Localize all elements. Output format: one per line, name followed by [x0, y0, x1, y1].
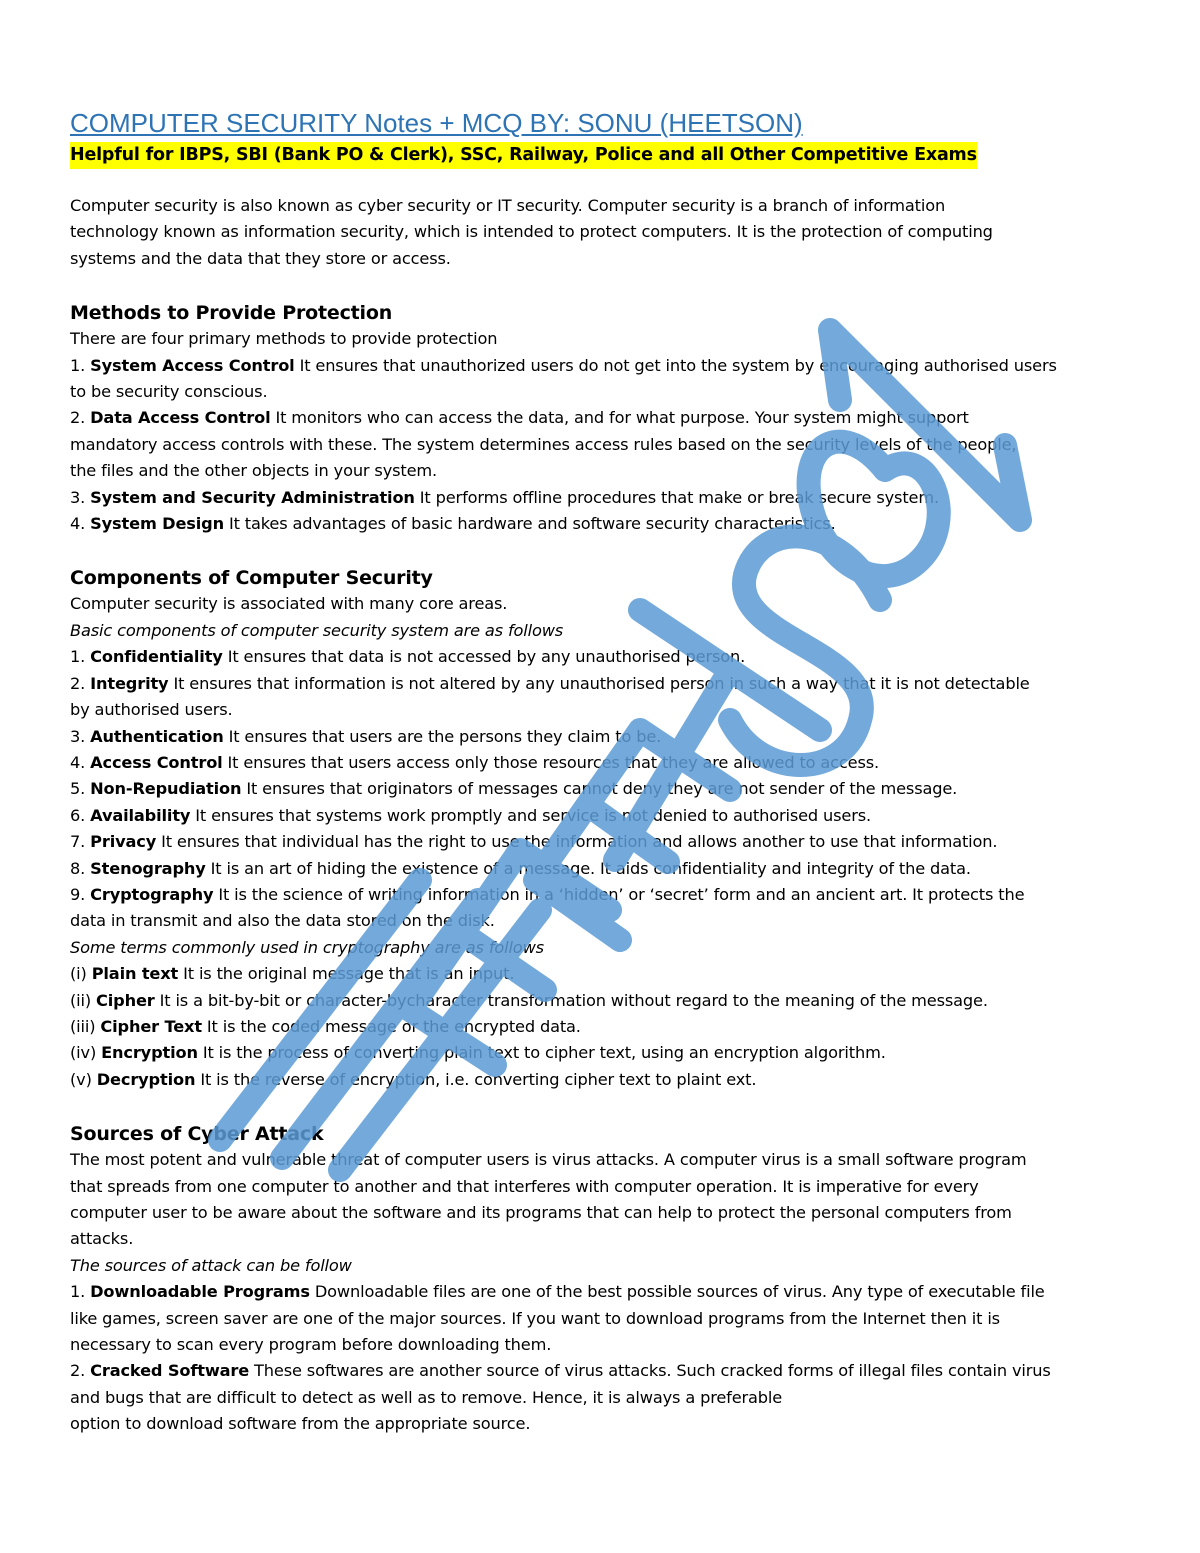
sources-body-line: computer user to be aware about the software and its programs that can help to protect the personal computers from: [70, 1203, 1012, 1222]
list-item: [70, 829, 1132, 855]
list-item-continuation: data in transmit and also the data stored on the disk.: [70, 911, 495, 931]
list-item-continuation: by authorised users.: [70, 700, 233, 720]
item-text: It ensures that originators of messages cannot deny they are not sender of the message.: [241, 779, 958, 799]
item-term: Data Access Control: [90, 408, 271, 428]
item-number: 5.: [70, 779, 91, 799]
list-item: [70, 1067, 1132, 1093]
item-number: 1.: [70, 1282, 91, 1302]
item-term: Decryption: [96, 1069, 196, 1089]
list-item: [70, 485, 1132, 511]
components-lead-italic: Basic components of computer security system are as follows: [70, 620, 564, 640]
item-number: 4.: [70, 514, 91, 534]
item-number: 4.: [70, 752, 91, 772]
methods-lead: There are four primary methods to provide protection: [70, 329, 498, 349]
item-term: Downloadable Programs: [90, 1282, 310, 1302]
item-term: Cipher Text: [100, 1016, 202, 1036]
item-number: 7.: [70, 832, 91, 852]
item-text: It ensures that individual has the right to use the information and allows another to use that information.: [156, 832, 998, 852]
item-text: It ensures that information is not altered by any unauthorised person in such a way that it is not detectable: [168, 673, 1030, 693]
item-text: It is the reverse of encryption, i.e. converting cipher text to plaint ext.: [195, 1069, 757, 1089]
item-term: System and Security Administration: [90, 487, 415, 507]
sources-list: [70, 1279, 1132, 1437]
item-number: (iv): [70, 1043, 102, 1063]
list-item: [70, 776, 1132, 802]
list-item: [70, 961, 1132, 987]
list-item: [70, 1014, 1132, 1040]
item-number: (v): [70, 1069, 97, 1089]
item-term: Integrity: [90, 673, 169, 693]
item-term: Plain text: [91, 964, 179, 984]
item-term: Cracked Software: [90, 1361, 250, 1381]
list-item-continuation: and bugs that are difficult to detect as well as to remove. Hence, it is always a preferable: [70, 1387, 783, 1407]
item-number: (ii): [70, 990, 97, 1010]
item-number: 1.: [70, 647, 91, 667]
item-term: Authentication: [90, 726, 224, 746]
item-text: It ensures that systems work promptly and service is not denied to authorised users.: [190, 805, 872, 825]
item-number: 3.: [70, 487, 91, 507]
item-term: Availability: [90, 805, 191, 825]
highlighted-subtitle: Helpful for IBPS, SBI (Bank PO & Clerk), SSC, Railway, Police and all Other Competitive Exams: [70, 142, 977, 169]
item-text: It performs offline procedures that make or break secure system.: [414, 487, 939, 507]
list-item-continuation: necessary to scan every program before downloading them.: [70, 1335, 552, 1355]
list-item: [70, 644, 1132, 670]
item-number: 9.: [70, 884, 91, 904]
item-text: It ensures that users are the persons they claim to be.: [223, 726, 662, 746]
list-item: [70, 803, 1132, 829]
item-term: Stenography: [90, 858, 206, 878]
list-item: [70, 671, 1132, 697]
item-text: It is the original message that is an input.: [178, 964, 515, 984]
list-item: [70, 882, 1132, 908]
components-section: [70, 565, 1132, 1093]
list-item: [70, 750, 1132, 776]
item-text: It is the science of writing information in a ‘hidden’ or ‘secret’ form and an ancient art. It protects the: [213, 884, 1025, 904]
sources-body-line: attacks.: [70, 1229, 134, 1249]
item-number: 8.: [70, 858, 91, 878]
item-text: It ensures that unauthorized users do not get into the system by encouraging authorised users: [294, 355, 1057, 375]
document-page: [70, 106, 1132, 1438]
list-item-continuation: the files and the other objects in your system.: [70, 461, 438, 481]
item-term: Encryption: [101, 1043, 198, 1063]
document-title: COMPUTER SECURITY Notes + MCQ BY: SONU (HEETSON): [70, 108, 803, 138]
components-heading: Components of Computer Security: [70, 567, 433, 590]
item-text: It monitors who can access the data, and for what purpose. Your system might support: [270, 408, 969, 428]
components-list: [70, 644, 1132, 934]
item-term: Confidentiality: [90, 647, 223, 667]
sources-body-line: that spreads from one computer to another and that interferes with computer operation. It is imperative for every: [70, 1176, 979, 1196]
list-item-continuation: option to download software from the appropriate source.: [70, 1414, 531, 1434]
methods-heading: Methods to Provide Protection: [70, 302, 393, 325]
item-text: It ensures that users access only those resources that they are allowed to access.: [222, 752, 880, 772]
item-text: It is the coded message or the encrypted data.: [201, 1016, 581, 1036]
item-number: 2.: [70, 673, 91, 693]
list-item: [70, 856, 1132, 882]
item-text: It is the process of converting plain text to cipher text, using an encryption algorithm.: [197, 1043, 886, 1063]
item-text: Downloadable files are one of the best possible sources of virus. Any type of executable file: [309, 1282, 1045, 1302]
item-term: Access Control: [90, 752, 223, 772]
item-term: Cryptography: [90, 884, 214, 904]
list-item: [70, 405, 1132, 431]
sources-heading: Sources of Cyber Attack: [70, 1123, 324, 1146]
list-item: [70, 1040, 1132, 1066]
item-term: System Access Control: [90, 355, 295, 375]
item-text: It is a bit-by-bit or character-bycharacter transformation without regard to the meaning of the message.: [154, 990, 988, 1010]
sources-section: [70, 1121, 1132, 1437]
list-item: [70, 511, 1132, 537]
list-item-continuation: to be security conscious.: [70, 382, 268, 402]
item-text: These softwares are another source of virus attacks. Such cracked forms of illegal files contain virus: [249, 1361, 1051, 1381]
methods-list: [70, 353, 1132, 538]
list-item-continuation: like games, screen saver are one of the major sources. If you want to download programs from the Internet then it is: [70, 1308, 1000, 1328]
components-lead: Computer security is associated with many core areas.: [70, 594, 508, 614]
methods-section: [70, 300, 1132, 537]
item-term: Privacy: [90, 832, 157, 852]
intro-line: technology known as information security, which is intended to protect computers. It is the protection of computing: [70, 222, 993, 242]
item-number: 2.: [70, 408, 91, 428]
list-item: [70, 724, 1132, 750]
sources-body-line: The most potent and vulnerable threat of computer users is virus attacks. A computer virus is a small software program: [70, 1150, 1027, 1170]
intro-line: Computer security is also known as cyber security or IT security. Computer security is a branch of information: [70, 196, 946, 215]
list-item: [70, 1358, 1132, 1384]
item-term: System Design: [90, 514, 224, 534]
item-text: It is an art of hiding the existence of a message. It aids confidentiality and integrity of the data.: [205, 858, 971, 878]
item-number: (i): [70, 964, 92, 984]
crypto-terms-lead: Some terms commonly used in cryptography are as follows: [70, 937, 544, 957]
item-number: 1.: [70, 355, 91, 375]
item-number: (iii): [70, 1016, 101, 1036]
intro-paragraph: [70, 193, 1132, 272]
item-text: It ensures that data is not accessed by any unauthorised person.: [222, 647, 746, 667]
item-term: Non-Repudiation: [90, 779, 242, 799]
item-number: 3.: [70, 726, 91, 746]
item-term: Cipher: [96, 990, 155, 1010]
intro-line: systems and the data that they store or access.: [70, 248, 451, 268]
item-text: It takes advantages of basic hardware and software security characteristics.: [223, 514, 836, 534]
list-item: [70, 988, 1132, 1014]
sources-lead-italic: The sources of attack can be follow: [70, 1255, 352, 1275]
item-number: 6.: [70, 805, 91, 825]
crypto-terms-list: [70, 961, 1132, 1093]
list-item-continuation: mandatory access controls with these. The system determines access rules based on the security levels of the people,: [70, 434, 1017, 454]
item-number: 2.: [70, 1361, 91, 1381]
list-item: [70, 1279, 1132, 1305]
list-item: [70, 353, 1132, 379]
